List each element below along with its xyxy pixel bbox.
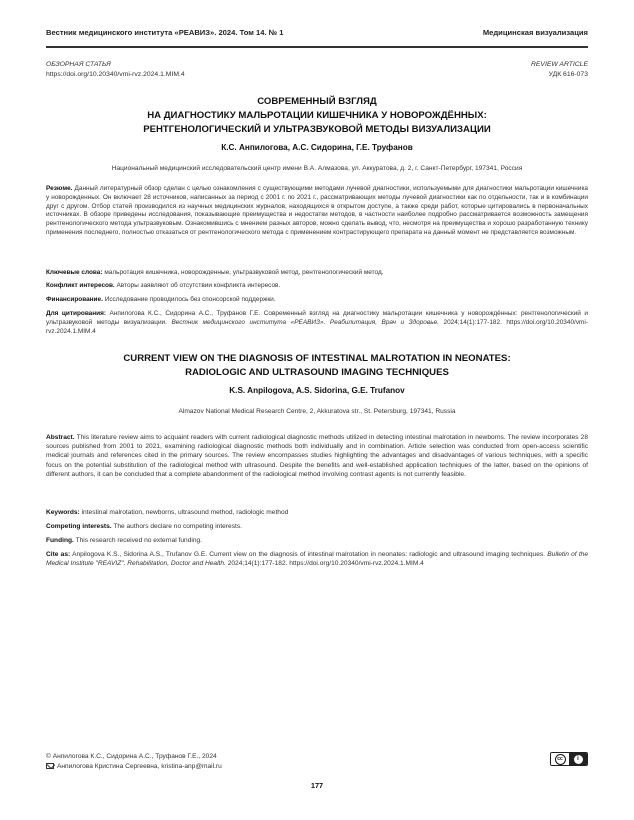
header-divider [46,46,588,48]
article-category-en: REVIEW ARTICLE [530,61,588,68]
conflict-en-text: The authors declare no competing interests. [113,523,242,530]
abstract-en [46,433,588,479]
cc-glyph: cc [555,754,566,765]
citation-ru-label: Для цитирования: [46,310,107,317]
contact-line [46,762,222,772]
affiliation-en: Almazov National Medical Research Centre, 2, Akkuratova str., St. Petersburg, 197341, Russia [178,408,456,415]
abstract-en-text: This literature review aims to acquaint readers with current radiological diagnostic methods utilized in detecting intestinal malrotation in newborns. The review incorporates 28 sources published from 2001 to 2021, examining radiological diagnostic methods both individually and in combination. Article selection was conducted from open-access scientific medical journals and references cited in the primary sources. The review encompasses studies highlighting the advantages and disadvantages of various techniques, with a specific focus on the potential substitution of the radiological method with ultrasound. Despite the benefits and well-established application techniques of the latter, based on the opinions of different authors, it can be concluded that a complete abandonment of the radiological method involving contrast agents is not currently feasible. [46,434,588,478]
funding-ru [46,296,588,305]
authors-ru: К.С. Анпилогова, А.С. Сидорина, Г.Е. Труфанов [221,143,413,152]
running-header [46,28,588,37]
contact-text[interactable]: Анпилогова Кристина Сергеевна, kristina-anp@mail.ru [57,762,222,770]
footer [46,752,222,771]
conflict-ru-label: Конфликт интересов. [46,282,115,289]
abstract-en-label: Abstract. [46,434,75,441]
article-meta [46,60,588,79]
title-en-line: CURRENT VIEW ON THE DIAGNOSIS OF INTESTINAL MALROTATION IN NEONATES: [123,353,511,364]
abstract-ru-text: Данный литературный обзор сделан с целью ознакомления с существующими методами лучевой диагностики, используемыми для диагностики мальротации кишечника у новорожденных. Он включает 28 источников, написанных за период с 2001 г. по 2021 г., рассматривающих методы лучевой диагностики как по отдельности, так и в комбинации друг с другом. Отбор статей производился из научных медицинских журналов, находящихся в открытом доступе, а также среди работ, которые цитировались в первоначальных источниках. В обзоре приведены исследования, показывающие преимущества и недостатки методов, в частности наиболее подробно рассматривается возможность замещения рентгенологического метода ультразвуковым. Ознакомившись с мнением разных авторов, можно сделать вывод, что, несмотря на преимущества и хорошо разработанную технику применения последнего, полностью отказаться от рентгенологического метода с применением контрастирующего препарата на данный момент не представляется возможным. [46,185,588,236]
funding-en [46,537,588,546]
citation-ru-text: Анпилогова К.С., Сидорина А.С., Труфанов Г.Е. Современный взгляд на диагностику мальротации кишечника у новорождённых: рентгенологический и ультразвуковой методы визуализации. [46,310,588,326]
conflict-ru [46,282,588,291]
keywords-ru [46,269,588,278]
citation-ru-tail[interactable]: 2024;14(1):177-182. https://doi.org/10.20340/vmi-rvz.2024.1.MIM.4 [46,318,588,335]
affiliation-ru: Национальный медицинский исследовательский центр имени В.А. Алмазова, ул. Аккуратова, д. 2, г. Санкт-Петербург, 197341, Россия [111,165,523,172]
citation-en-journal: Bulletin of the Medical Institute "REAVIZ". Rehabilitation, Doctor and Health. [46,551,588,568]
citation-ru [46,310,588,336]
section-header: Медицинская визуализация [482,28,588,37]
page-number: 177 [310,781,324,790]
keywords-en-text: intestinal malrotation, newborns, ultrasound method, radiologic method [81,509,289,516]
title-ru-line: СОВРЕМЕННЫЙ ВЗГЛЯД [257,96,377,107]
title-ru-line: НА ДИАГНОСТИКУ МАЛЬРОТАЦИИ КИШЕЧНИКА У НОВОРОЖДЁННЫХ: [147,110,487,121]
copyright-line [46,752,222,762]
authors-en: K.S. Anpilogova, A.S. Sidorina, G.E. Trufanov [229,386,405,395]
citation-en-text: Anpilogova K.S., Sidorina A.S., Trufanov G.E. Current view on the diagnosis of intestinal malrotation in neonates: radiologic and ultrasound imaging techniques. [72,551,546,558]
title-ru-line: РЕНТГЕНОЛОГИЧЕСКИЙ И УЛЬТРАЗВУКОВОЙ МЕТОДЫ ВИЗУАЛИЗАЦИИ [143,124,491,135]
conflict-en [46,523,588,532]
citation-en [46,550,588,568]
abstract-ru-label: Резюме. [46,185,73,192]
udc-code: УДК 616-073 [548,70,588,78]
funding-en-label: Funding. [46,537,74,544]
conflict-en-label: Competing interests. [46,523,112,530]
funding-ru-text: Исследование проводилось без спонсорской поддержки. [104,296,276,303]
conflict-ru-text: Авторы заявляют об отсутствии конфликта интересов. [116,282,281,289]
copyright-text: © Анпилогова К.С., Сидорина А.С., Труфанов Г.Е., 2024 [46,753,217,760]
keywords-en-label: Keywords: [46,509,80,516]
cc-by-icon[interactable] [550,752,588,766]
journal-header: Вестник медицинского института «РЕАВИЗ». 2024. Том 14. № 1 [46,28,284,37]
funding-ru-label: Финансирование. [46,296,103,303]
doi-link[interactable]: https://doi.org/10.20340/vmi-rvz.2024.1.MIM.4 [46,70,185,78]
citation-en-tail[interactable]: 2024;14(1):177-182. https://doi.org/10.20340/vmi-rvz.2024.1.MIM.4 [227,560,424,568]
title-ru [46,95,588,137]
article-category-ru: ОБЗОРНАЯ СТАТЬЯ [46,61,111,68]
keywords-ru-text: мальротация кишечника, новорожденные, ультразвуковой метод, рентгенологический метод. [104,269,384,276]
title-en [46,352,588,380]
funding-en-text: This research received no external funding. [75,537,203,544]
envelope-icon [46,763,54,769]
abstract-ru [46,185,588,238]
citation-en-label: Cite as: [46,551,71,558]
keywords-en [46,509,588,518]
by-glyph: i [574,755,583,764]
title-en-line: RADIOLOGIC AND ULTRASOUND IMAGING TECHNIQUES [185,367,449,378]
keywords-ru-label: Ключевые слова: [46,269,103,276]
citation-ru-journal: Вестник медицинского института «РЕАВИЗ». Реабилитация, Врач и Здоровье. [171,318,439,326]
